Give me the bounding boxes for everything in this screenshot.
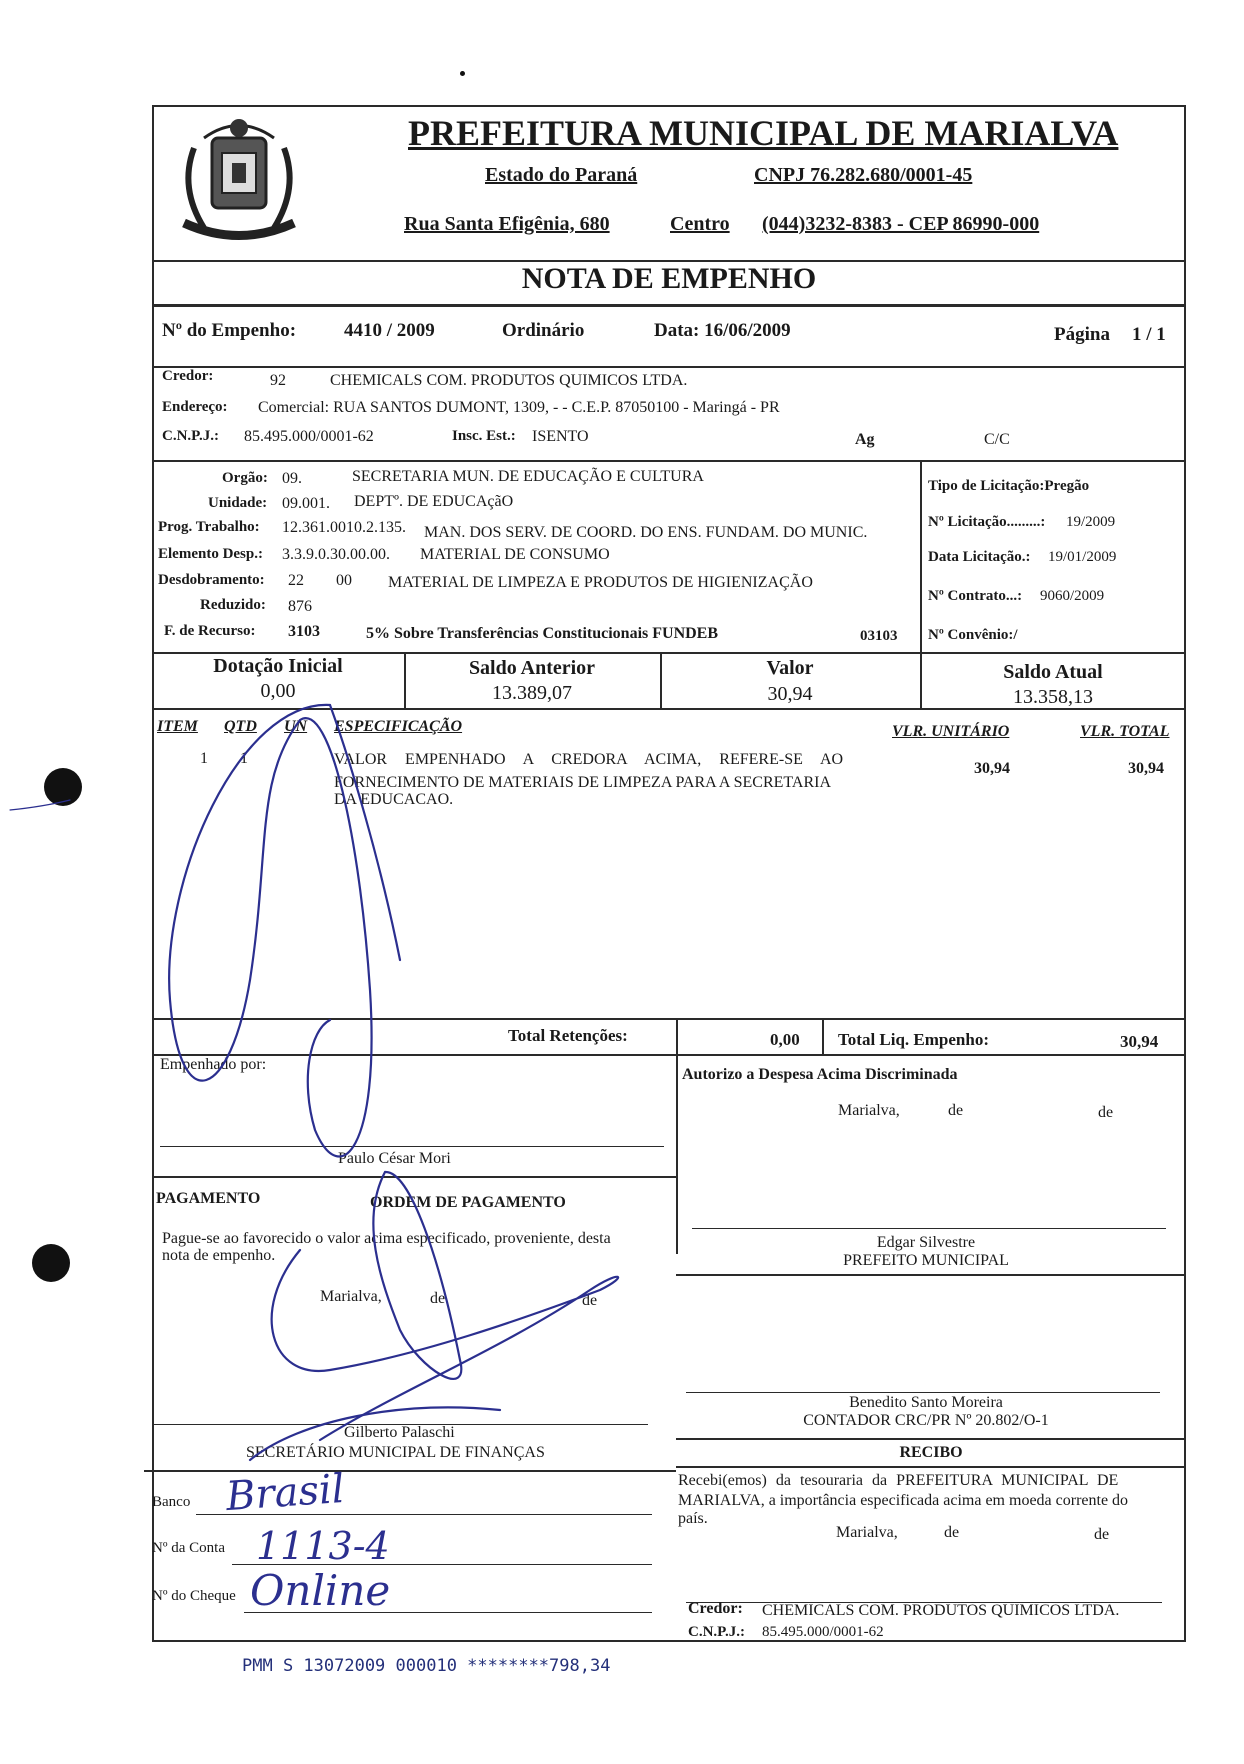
street-address: Rua Santa Efigênia, 680: [404, 213, 610, 235]
empenho-type: Ordinário: [502, 320, 585, 341]
orgao-label: Orgão:: [222, 470, 268, 486]
punch-hole-top: [44, 768, 82, 806]
empenho-label: Nº do Empenho:: [162, 320, 297, 341]
desdobramento-b: 00: [336, 572, 352, 589]
divider: [152, 708, 1186, 710]
doc-title: NOTA DE EMPENHO: [521, 262, 817, 295]
recurso-ref: 03103: [860, 628, 898, 644]
saldo-atual-label: Saldo Atual: [1003, 661, 1103, 683]
page-number: 1 / 1: [1132, 324, 1166, 345]
accountant-name: Benedito Santo Moreira: [849, 1394, 1003, 1411]
saldo-anterior-value: 13.389,07: [492, 682, 572, 704]
address-label: Endereço:: [162, 399, 228, 415]
convenio-label: Nº Convênio:/: [928, 627, 1018, 643]
row-spec-line: FORNECIMENTO DE MATERIAIS DE LIMPEZA PARA A SECRETARIA: [334, 774, 831, 791]
orgao-code: 09.: [282, 470, 302, 487]
retencoes-label: Total Retenções:: [508, 1026, 628, 1045]
elemento-name: MATERIAL DE CONSUMO: [420, 546, 610, 563]
recibo-cnpj-label: C.N.P.J.:: [688, 1624, 745, 1640]
mayor-name: Edgar Silvestre: [876, 1234, 976, 1251]
recibo-label: RECIBO: [899, 1444, 963, 1461]
pagamento-de: de: [430, 1290, 446, 1307]
pagamento-de: de: [582, 1292, 598, 1309]
divider: [152, 652, 1186, 654]
signature-line: [686, 1392, 1160, 1393]
credor-label: Credor:: [162, 368, 214, 384]
credor-address: Comercial: RUA SANTOS DUMONT, 1309, - - C.E.P. 87050100 - Maringá - PR: [258, 399, 780, 416]
autorizo-de: de: [948, 1102, 964, 1119]
dotacao-value: 0,00: [260, 680, 296, 702]
reduzido-value: 876: [288, 598, 312, 615]
saldo-atual-value: 13.358,13: [1013, 686, 1093, 708]
recibo-cnpj: 85.495.000/0001-62: [762, 1624, 884, 1640]
col-item: ITEM: [157, 718, 198, 735]
divider: [152, 1176, 676, 1178]
elemento-code: 3.3.9.0.30.00.00.: [282, 546, 390, 563]
ag-label: Ag: [855, 431, 875, 448]
reduzido-label: Reduzido:: [200, 597, 266, 613]
licitacao-date: 19/01/2009: [1048, 549, 1117, 565]
recibo-text: Recebi(emos) da tesouraria da PREFEITURA MUNICIPAL DE: [678, 1472, 1119, 1489]
licitacao-number-label: Nº Licitação.........:: [928, 514, 1046, 530]
col-unit-price: VLR. UNITÁRIO: [892, 723, 1010, 740]
divider: [152, 366, 1186, 368]
insc-label: Insc. Est.:: [452, 428, 516, 444]
credor-name: CHEMICALS COM. PRODUTOS QUIMICOS LTDA.: [330, 372, 688, 389]
col-qtd: QTD: [224, 718, 257, 735]
pagamento-text: Pague-se ao favorecido o valor acima especificado, proveniente, desta: [162, 1230, 611, 1247]
licitacao-number: 19/2009: [1066, 514, 1116, 530]
punch-hole-bottom: [32, 1244, 70, 1282]
prog-name: MAN. DOS SERV. DE COORD. DO ENS. FUNDAM. DO MUNIC.: [424, 524, 868, 541]
retencoes-value: 0,00: [770, 1030, 800, 1049]
divider: [822, 1018, 824, 1054]
col-un: UN: [284, 718, 308, 735]
signature-line: [692, 1228, 1166, 1229]
divider: [152, 1018, 1186, 1020]
credor-cnpj: 85.495.000/0001-62: [244, 428, 374, 445]
empenho-date: Data: 16/06/2009: [654, 320, 791, 341]
accountant-title: CONTADOR CRC/PR Nº 20.802/O-1: [803, 1412, 1049, 1429]
divider: [676, 1438, 1186, 1440]
orgao-name: SECRETARIA MUN. DE EDUCAÇÃO E CULTURA: [352, 468, 704, 485]
desdobramento-label: Desdobramento:: [158, 572, 265, 588]
pagamento-place: Marialva,: [320, 1288, 382, 1305]
unidade-code: 09.001.: [282, 495, 330, 512]
elemento-label: Elemento Desp.:: [158, 546, 263, 562]
prefeitura-cnpj: CNPJ 76.282.680/0001-45: [754, 164, 973, 186]
col-total: VLR. TOTAL: [1080, 723, 1170, 740]
empenhado-label: Empenhado por:: [160, 1056, 267, 1073]
cheque-label: Nº do Cheque: [152, 1588, 236, 1604]
conta-label: Nº da Conta: [152, 1540, 225, 1556]
row-item: 1: [200, 750, 208, 767]
cc-label: C/C: [984, 431, 1010, 448]
recibo-place: Marialva,: [836, 1524, 898, 1541]
ordem-label: ORDEM DE PAGAMENTO: [370, 1194, 566, 1211]
recurso-label: F. de Recurso:: [164, 623, 256, 639]
recurso-code: 3103: [288, 623, 320, 640]
mayor-title: PREFEITO MUNICIPAL: [843, 1252, 1009, 1269]
contrato-label: Nº Contrato...:: [928, 588, 1023, 604]
cnpj-label: C.N.P.J.:: [162, 428, 219, 444]
prog-label: Prog. Trabalho:: [158, 519, 260, 535]
speck: [460, 71, 465, 76]
recibo-credor-name: CHEMICALS COM. PRODUTOS QUIMICOS LTDA.: [762, 1602, 1120, 1619]
conta-value: 1113-4: [256, 1524, 390, 1568]
dotacao-label: Dotação Inicial: [213, 655, 343, 677]
desdobramento-name: MATERIAL DE LIMPEZA E PRODUTOS DE HIGIENIZAÇÃO: [388, 574, 813, 591]
divider: [144, 1470, 676, 1472]
credor-code: 92: [270, 372, 286, 389]
licitacao-type: Tipo de Licitação:Pregão: [928, 478, 1090, 494]
phone-cep: (044)3232-8383 - CEP 86990-000: [762, 213, 1040, 235]
bank-authentication-stamp: PMM S 13072009 000010 ********798,34: [242, 1656, 611, 1676]
finance-secretary-title: SECRETÁRIO MUNICIPAL DE FINANÇAS: [246, 1444, 545, 1461]
pagamento-text: nota de empenho.: [162, 1247, 276, 1264]
pagamento-label: PAGAMENTO: [156, 1190, 261, 1207]
valor-label: Valor: [766, 657, 814, 679]
signature-line: [160, 1146, 664, 1147]
contrato-number: 9060/2009: [1040, 588, 1105, 604]
recurso-name: 5% Sobre Transferências Constitucionais FUNDEB: [366, 625, 719, 642]
divider: [152, 460, 1186, 462]
recibo-de: de: [1094, 1526, 1110, 1543]
recibo-credor-label: Credor:: [688, 1600, 743, 1617]
cheque-value: Online: [250, 1566, 391, 1615]
district: Centro: [670, 213, 730, 235]
page-title: PREFEITURA MUNICIPAL DE MARIALVA: [408, 113, 1119, 153]
saldo-anterior-label: Saldo Anterior: [468, 657, 596, 679]
row-spec-line: VALOR EMPENHADO A CREDORA ACIMA, REFERE-SE AO: [334, 751, 844, 768]
row-unit-price: 30,94: [974, 760, 1010, 777]
empenho-number: 4410 / 2009: [344, 320, 435, 341]
autorizo-label: Autorizo a Despesa Acima Discriminada: [682, 1066, 958, 1083]
recibo-de: de: [944, 1524, 960, 1541]
banco-value: Brasil: [224, 1465, 346, 1521]
recibo-text: país.: [678, 1510, 708, 1527]
autorizo-de: de: [1098, 1104, 1114, 1121]
divider: [676, 1466, 1186, 1468]
autorizo-place: Marialva,: [838, 1102, 900, 1119]
row-qtd: 1: [240, 750, 248, 767]
prog-code: 12.361.0010.2.135.: [282, 519, 406, 536]
municipal-coat-of-arms-icon: [164, 108, 314, 258]
divider: [152, 1054, 1186, 1056]
valor-value: 30,94: [767, 683, 813, 705]
unidade-name: DEPTº. DE EDUCAçãO: [354, 493, 514, 510]
empenhado-name: Paulo César Mori: [338, 1150, 451, 1167]
liquido-label: Total Liq. Empenho:: [838, 1030, 989, 1049]
row-spec-line: DA EDUCACAO.: [334, 791, 454, 808]
page-label: Página: [1054, 324, 1110, 345]
state-name: Estado do Paraná: [485, 164, 638, 186]
recibo-text: MARIALVA, a importância especificada acima em moeda corrente do: [678, 1492, 1129, 1509]
divider: [920, 460, 922, 652]
desdobramento-a: 22: [288, 572, 304, 589]
finance-secretary-name: Gilberto Palaschi: [344, 1424, 455, 1441]
liquido-value: 30,94: [1120, 1032, 1159, 1051]
licitacao-date-label: Data Licitação.:: [928, 549, 1031, 565]
divider: [152, 304, 1186, 307]
row-total: 30,94: [1128, 760, 1164, 777]
insc-value: ISENTO: [532, 428, 589, 445]
divider: [676, 1274, 1186, 1276]
unidade-label: Unidade:: [208, 495, 268, 511]
col-spec: ESPECIFICAÇÃO: [334, 718, 463, 735]
banco-label: Banco: [152, 1494, 191, 1510]
